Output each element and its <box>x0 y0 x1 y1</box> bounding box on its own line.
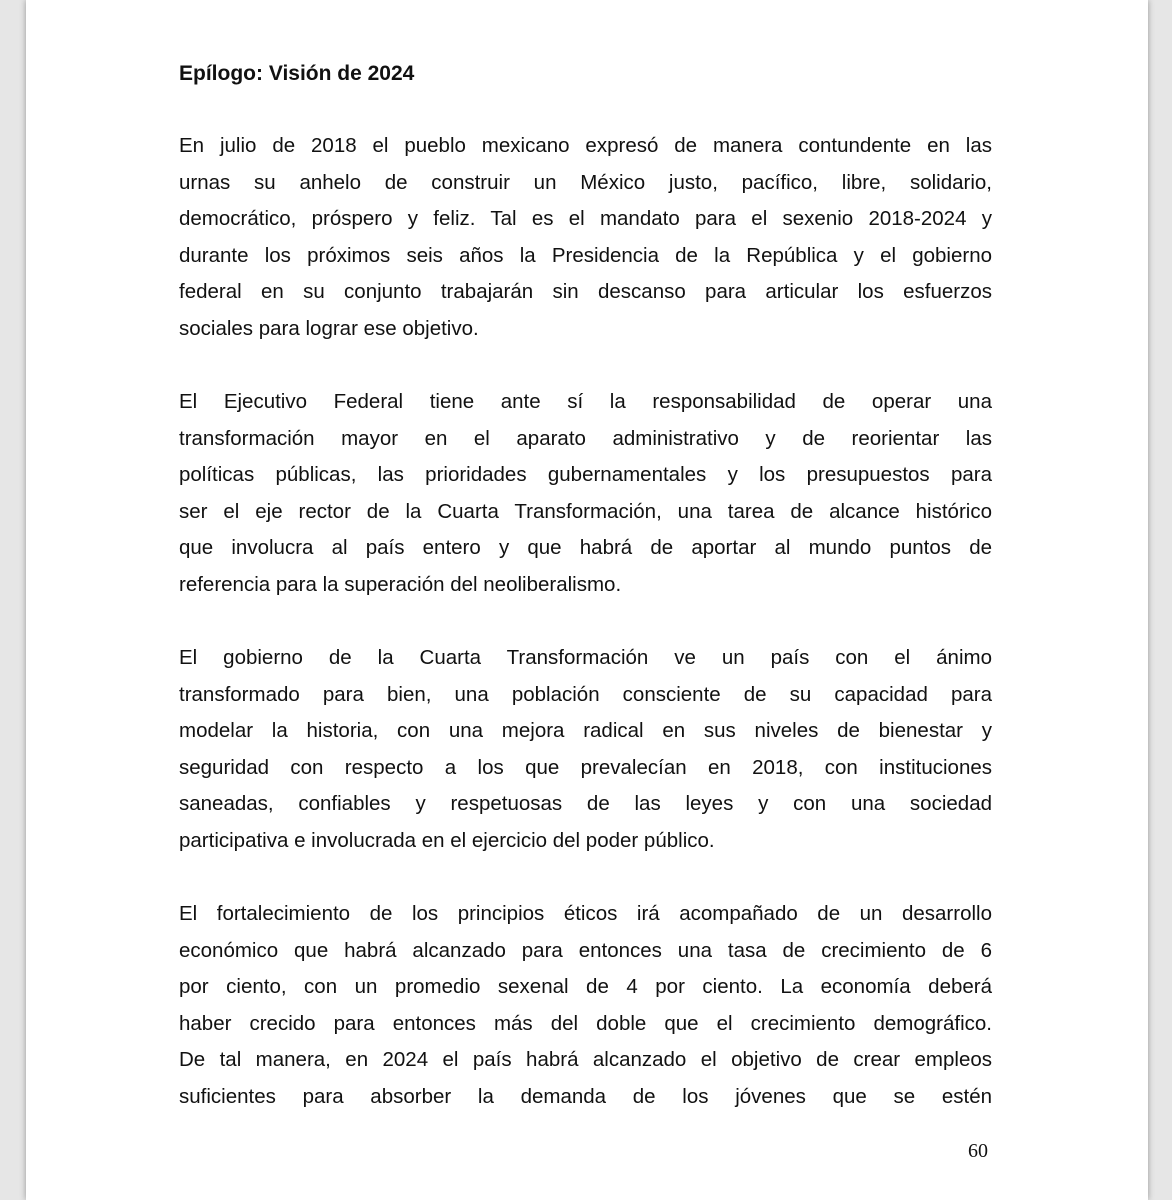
page-number: 60 <box>968 1140 988 1162</box>
text-line: ser el eje rector de la Cuarta Transformación, una tarea de alcance histórico <box>179 499 992 523</box>
text-line: democrático, próspero y feliz. Tal es el mandato para el sexenio 2018-2024 y <box>179 207 992 230</box>
text-line: saneadas, confiables y respetuosas de las leyes y con una sociedad <box>179 792 992 815</box>
text-line: transformado para bien, una población consciente de su capacidad para <box>179 682 992 706</box>
paragraph-2 <box>179 384 992 603</box>
text-line: haber crecido para entonces más del doble que el crecimiento demográfico. <box>179 1011 992 1035</box>
text-line: seguridad con respecto a los que prevalecían en 2018, con instituciones <box>179 755 992 779</box>
section-heading: Epílogo: Visión de 2024 <box>179 62 415 85</box>
text-line: transformación mayor en el aparato administrativo y de reorientar las <box>179 426 992 450</box>
text-line: que involucra al país entero y que habrá de aportar al mundo puntos de <box>179 536 992 559</box>
text-line: políticas públicas, las prioridades gubernamentales y los presupuestos para <box>179 463 992 486</box>
text-line: De tal manera, en 2024 el país habrá alcanzado el objetivo de crear empleos <box>179 1048 992 1071</box>
text-line: económico que habrá alcanzado para entonces una tasa de crecimiento de 6 <box>179 938 992 962</box>
text-line: participativa e involucrada en el ejercicio del poder público. <box>179 828 715 852</box>
text-line: modelar la historia, con una mejora radical en sus niveles de bienestar y <box>179 719 992 742</box>
text-line: El gobierno de la Cuarta Transformación ve un país con el ánimo <box>179 646 992 669</box>
text-line: urnas su anhelo de construir un México justo, pacífico, libre, solidario, <box>179 170 992 194</box>
text-line: En julio de 2018 el pueblo mexicano expresó de manera contundente en las <box>179 134 992 157</box>
text-line: durante los próximos seis años la Presidencia de la República y el gobierno <box>179 243 992 267</box>
paragraph-3 <box>179 640 992 859</box>
text-line: federal en su conjunto trabajarán sin descanso para articular los esfuerzos <box>179 280 992 303</box>
text-line: sociales para lograr ese objetivo. <box>179 316 479 340</box>
text-line: por ciento, con un promedio sexenal de 4 por ciento. La economía deberá <box>179 975 992 998</box>
text-line: suficientes para absorber la demanda de los jóvenes que se estén <box>179 1084 992 1108</box>
text-line: referencia para la superación del neoliberalismo. <box>179 572 622 596</box>
paragraph-4 <box>179 896 992 1115</box>
document-page[interactable] <box>26 0 1148 1200</box>
text-line: El Ejecutivo Federal tiene ante sí la responsabilidad de operar una <box>179 390 992 413</box>
text-line: El fortalecimiento de los principios éticos irá acompañado de un desarrollo <box>179 902 992 925</box>
page-content <box>179 56 992 1152</box>
paragraph-1 <box>179 128 992 347</box>
